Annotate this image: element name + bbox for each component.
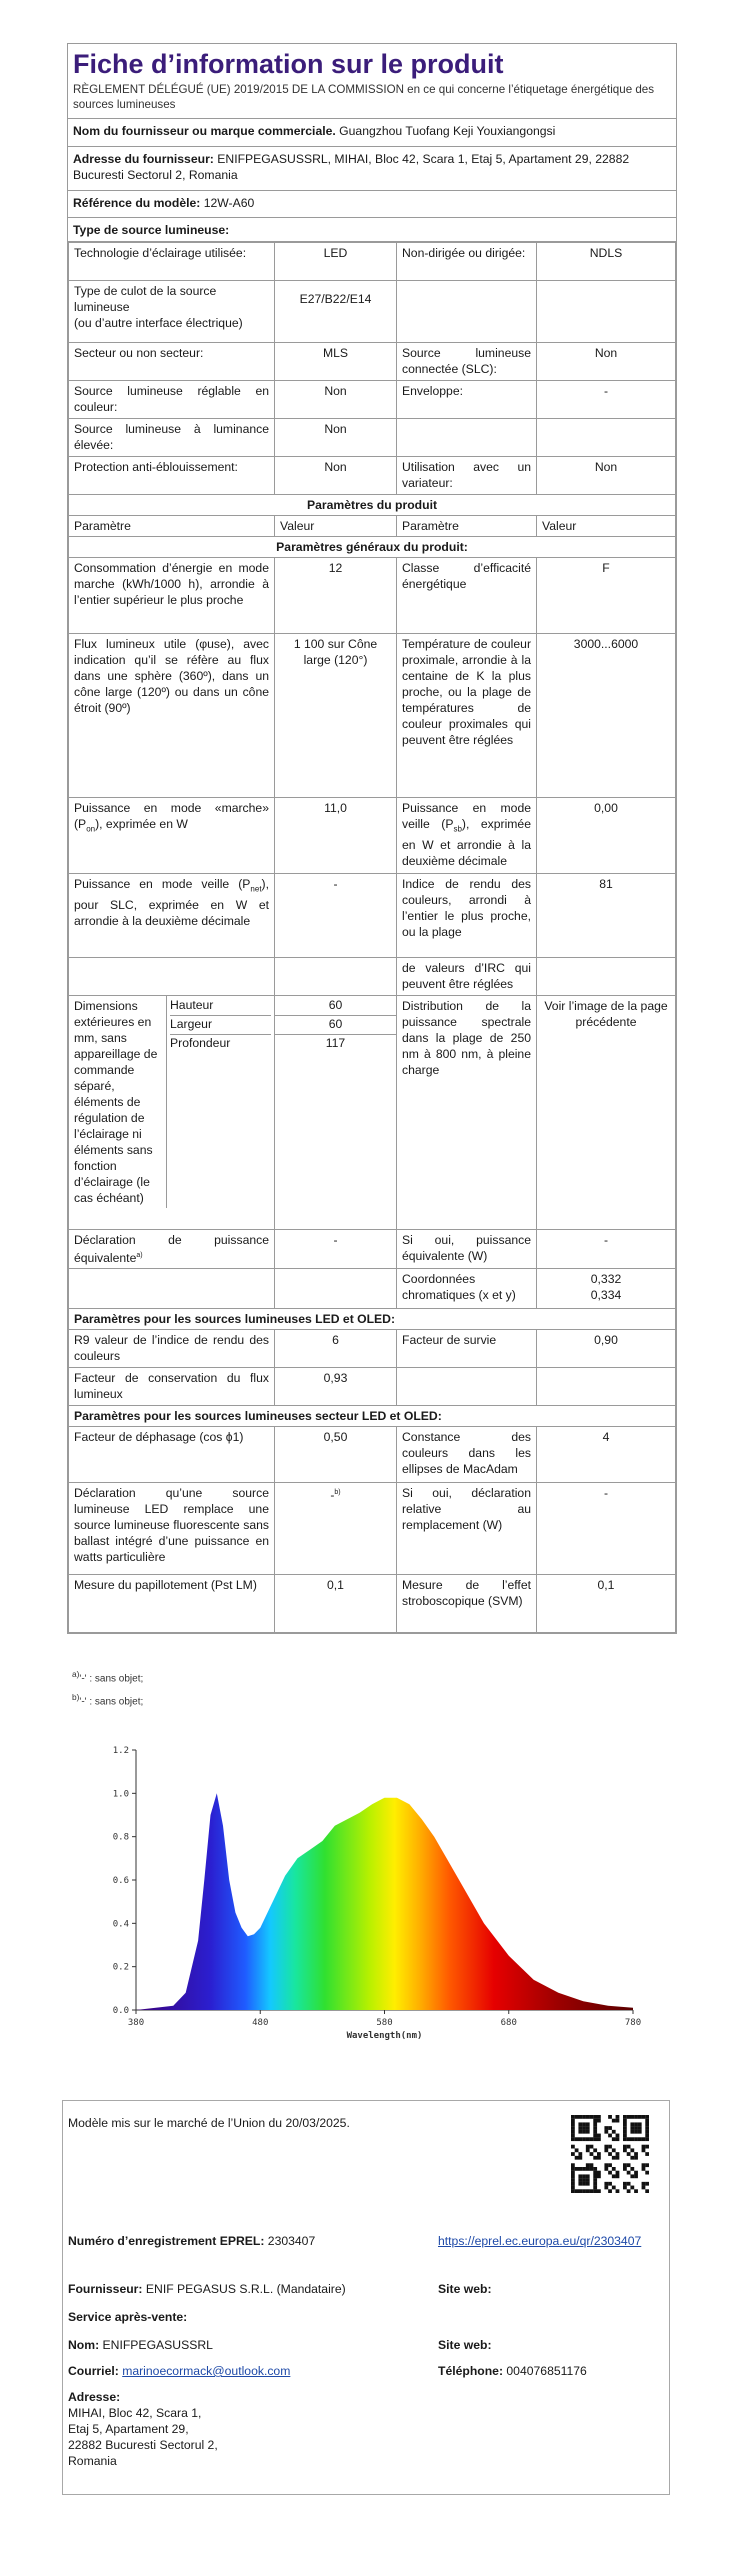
- cap-type-label: [69, 281, 275, 343]
- phone-label: Téléphone:: [438, 2364, 504, 2378]
- standby-power-label: [397, 798, 537, 874]
- networked-standby-sub: net: [250, 884, 262, 894]
- flicker-label: Mesure du papillotement (Pst LM): [69, 1575, 275, 1633]
- column-header-parameter-2: Paramètre: [397, 516, 537, 537]
- x-tick-label: 380: [127, 2018, 145, 2028]
- useful-flux-value: 1 100 sur Cône large (120°): [275, 634, 397, 798]
- envelope-label: Enveloppe:: [397, 381, 537, 419]
- table-row: [69, 1269, 676, 1309]
- registration-label: Numéro d’enregistrement EPREL:: [68, 2234, 265, 2248]
- standby-power-value: 0,00: [537, 798, 676, 874]
- equivalent-watt-value: -: [537, 1230, 676, 1269]
- stroboscopic-label: Mesure de l’effet stroboscopique (SVM): [397, 1575, 537, 1633]
- table-row: [69, 457, 676, 495]
- colour-tuneable-value: Non: [275, 381, 397, 419]
- empty-cell: [537, 419, 676, 457]
- eprel-link[interactable]: https://eprel.ec.europa.eu/qr/2303407: [438, 2234, 642, 2248]
- supplier-line: [68, 2281, 346, 2297]
- chromaticity-label: Coordonnées chromatiques (x et y): [397, 1269, 537, 1309]
- footnote-b-mark: b): [72, 1692, 80, 1703]
- replacement-watt-value: -: [537, 1483, 676, 1575]
- service-name-value: ENIFPEGASUSSRL: [102, 2338, 213, 2352]
- product-parameters-header: Paramètres du produit: [69, 495, 676, 516]
- footnote-b: [72, 1688, 143, 1711]
- cap-type-label-main: Type de culot de la source lumineuse: [74, 284, 217, 314]
- service-name-label: Nom:: [68, 2338, 100, 2352]
- table-row: [69, 281, 676, 343]
- address-line: 22882 Bucuresti Sectorul 2,: [68, 2438, 218, 2452]
- address-block: [68, 2389, 218, 2469]
- table-row: [69, 1309, 676, 1330]
- table-row: [69, 381, 676, 419]
- empty-cell: [397, 281, 537, 343]
- cri-value: 81: [537, 874, 676, 958]
- survival-factor-value: 0,90: [537, 1330, 676, 1368]
- dimension-depth-value: 117: [325, 1036, 346, 1050]
- supplier-address-label: Adresse du fournisseur:: [73, 152, 214, 166]
- after-sales-label: Service après-vente:: [68, 2310, 188, 2324]
- service-name-line: [68, 2337, 213, 2353]
- email-label: Courriel:: [68, 2364, 119, 2378]
- standby-power-label-b: ), exprimée en W et arrondie à la deuxième décimale: [402, 817, 531, 869]
- envelope-value: -: [537, 381, 676, 419]
- sheet-title: Fiche d’information sur le produit: [73, 49, 504, 79]
- connected-source-value: Non: [537, 343, 676, 381]
- table-row: [69, 419, 676, 457]
- supplier-name-label: Nom du fournisseur ou marque commerciale.: [73, 124, 336, 138]
- on-mode-power-label-a: Puissance en mode «marche» (P: [74, 801, 269, 831]
- footnote-b-text: '-' : sans objet;: [79, 1696, 144, 1708]
- led-replacement-value: [275, 1483, 397, 1575]
- equivalent-watt-label: Si oui, puissance équivalente (W): [397, 1230, 537, 1269]
- footnote-a-text: '-' : sans objet;: [79, 1673, 144, 1685]
- table-row: [69, 634, 676, 798]
- energy-consumption-value: 12: [275, 558, 397, 634]
- supplier-address-value: ENIFPEGASUSSRL, MIHAI, Bloc 42, Scara 1, Etaj 5, Apartament 29, 22882 Bucuresti Sectorul 2, Romania: [73, 152, 630, 182]
- directional-label: Non-dirigée ou dirigée:: [397, 243, 537, 281]
- spectral-distribution-value: Voir l’image de la page précédente: [537, 996, 676, 1230]
- empty-cell: [275, 1269, 397, 1309]
- empty-cell: [537, 281, 676, 343]
- general-parameters-header: Paramètres généraux du produit:: [69, 537, 676, 558]
- table-row: [69, 243, 676, 281]
- column-header-parameter: Paramètre: [69, 516, 275, 537]
- dimmer-label: Utilisation avec un variateur:: [397, 457, 537, 495]
- dimension-height-label: Hauteur: [170, 997, 271, 1016]
- footnotes: [72, 1665, 143, 1712]
- column-header-value: Valeur: [275, 516, 397, 537]
- empty-cell: [397, 419, 537, 457]
- eprel-supplier-value: ENIF PEGASUS S.R.L. (Mandataire): [145, 2282, 346, 2296]
- light-source-type-header: Type de source lumineuse:: [68, 218, 676, 242]
- equivalent-power-label: [69, 1230, 275, 1269]
- dimension-values: [275, 996, 397, 1230]
- chromaticity-x: 0,332: [590, 1272, 622, 1287]
- model-reference-label: Référence du modèle:: [73, 196, 201, 210]
- cap-type-label-note: (ou d’autre interface électrique): [74, 316, 243, 330]
- technology-value: LED: [275, 243, 397, 281]
- macadam-label: Constance des couleurs dans les ellipses de MacAdam: [397, 1427, 537, 1483]
- colour-temperature-label: Température de couleur proximale, arrondie à la centaine de K la plus proche, ou la plage de températures de couleur proximales qui peuvent être réglées: [397, 634, 537, 798]
- connected-source-label: Source lumineuse connectée (SLC):: [397, 343, 537, 381]
- on-mode-power-value: 11,0: [275, 798, 397, 874]
- lumen-maintenance-label: Facteur de conservation du flux lumineux: [69, 1368, 275, 1406]
- cri-label: Indice de rendu des couleurs, arrondi à l’entier le plus proche, ou la plage: [397, 874, 537, 958]
- eprel-info-box: [62, 2100, 670, 2495]
- address-line: Romania: [68, 2454, 117, 2468]
- light-source-type-table: [68, 242, 676, 1633]
- on-mode-power-label-b: ), exprimée en W: [95, 817, 188, 831]
- table-row: [69, 1483, 676, 1575]
- x-tick-label: 580: [376, 2018, 393, 2028]
- empty-cell: [275, 958, 397, 996]
- address-line: Etaj 5, Apartament 29,: [68, 2422, 189, 2436]
- power-factor-value: 0,50: [275, 1427, 397, 1483]
- empty-cell: [397, 1368, 537, 1406]
- qr-code-icon: [571, 2115, 649, 2193]
- regulation-subtitle: RÈGLEMENT DÉLÉGUÉ (UE) 2019/2015 DE LA COMMISSION en ce qui concerne l’étiquetage énergétique des sources lumineuses: [73, 83, 655, 111]
- flicker-value: 0,1: [275, 1575, 397, 1633]
- standby-power-label-a: Puissance en mode veille (P: [402, 801, 531, 831]
- colour-tuneable-label: Source lumineuse réglable en couleur:: [69, 381, 275, 419]
- table-row: [69, 1230, 676, 1269]
- mains-value: MLS: [275, 343, 397, 381]
- model-reference-value: 12W-A60: [203, 196, 255, 210]
- networked-standby-label-a: Puissance en mode veille (P: [74, 877, 251, 891]
- market-date-text: Modèle mis sur le marché de l’Union du 20/03/2025.: [68, 2116, 350, 2130]
- eprel-address-label: Adresse:: [68, 2390, 121, 2404]
- survival-factor-label: Facteur de survie: [397, 1330, 537, 1368]
- phone-value: 004076851176: [506, 2364, 587, 2378]
- sheet-header: [68, 44, 676, 119]
- table-row: [69, 1406, 676, 1427]
- chromaticity-values: [537, 1269, 676, 1309]
- dimmer-value: Non: [537, 457, 676, 495]
- useful-flux-label: Flux lumineux utile (φuse), avec indication qu’il se réfère au flux dans une sphère (360º), dans un cône large (120º) ou dans un cône étroit (90º): [69, 634, 275, 798]
- product-information-sheet: [67, 43, 677, 1634]
- networked-standby-label-b: ), pour SLC, exprimée en W et arrondie à la deuxième décimale: [74, 877, 269, 929]
- website-label-2: Site web:: [438, 2338, 492, 2352]
- table-row: [69, 1427, 676, 1483]
- chromaticity-y: 0,334: [590, 1288, 622, 1303]
- table-row: [69, 537, 676, 558]
- plot-area: [113, 1746, 641, 2028]
- dimension-height-value: 60: [275, 997, 396, 1016]
- table-row: [69, 958, 676, 996]
- standby-power-sub: sb: [453, 824, 462, 834]
- footnote-a: [72, 1665, 143, 1688]
- directional-value: NDLS: [537, 243, 676, 281]
- empty-cell: [537, 958, 676, 996]
- registration-number: 2303407: [267, 2234, 316, 2248]
- phone-line: [438, 2363, 587, 2379]
- dimension-width-label: Largeur: [170, 1016, 271, 1035]
- column-header-value-2: Valeur: [537, 516, 676, 537]
- mains-label: Secteur ou non secteur:: [69, 343, 275, 381]
- anti-glare-value: Non: [275, 457, 397, 495]
- table-row: [69, 495, 676, 516]
- efficiency-class-value: F: [537, 558, 676, 634]
- colour-temperature-value: 3000...6000: [537, 634, 676, 798]
- table-row: [69, 1330, 676, 1368]
- anti-glare-label: Protection anti-éblouissement:: [69, 457, 275, 495]
- stroboscopic-value: 0,1: [537, 1575, 676, 1633]
- x-tick-label: 780: [624, 2018, 642, 2028]
- empty-cell: [537, 1368, 676, 1406]
- x-tick-label: 680: [500, 2018, 517, 2028]
- led-parameters-header: Paramètres pour les sources lumineuses LED et OLED:: [69, 1309, 676, 1330]
- email-link[interactable]: marinoecormack@outlook.com: [122, 2364, 291, 2378]
- led-replacement-dash: -: [330, 1488, 335, 1503]
- model-reference-row: [68, 191, 676, 218]
- replacement-watt-label: Si oui, déclaration relative au remplacement (W): [397, 1483, 537, 1575]
- spectral-power-chart: [88, 1740, 658, 2050]
- mains-led-parameters-header: Paramètres pour les sources lumineuses secteur LED et OLED:: [69, 1406, 676, 1427]
- cri-label-continued: de valeurs d’IRC qui peuvent être réglées: [397, 958, 537, 996]
- table-row: [69, 874, 676, 958]
- high-luminance-label: Source lumineuse à luminance élevée:: [69, 419, 275, 457]
- table-row: [69, 1575, 676, 1633]
- table-row: [69, 996, 676, 1230]
- equivalent-power-value: -: [275, 1230, 397, 1269]
- r9-label: R9 valeur de l’indice de rendu des couleurs: [69, 1330, 275, 1368]
- y-tick-label: 0.4: [112, 1919, 129, 1930]
- led-replacement-label: Déclaration qu’une source lumineuse LED remplace une source lumineuse fluorescente sans ballast intégré d’une puissance en watts particulière: [69, 1483, 275, 1575]
- technology-label: Technologie d’éclairage utilisée:: [69, 243, 275, 281]
- footnote-b-ref: b): [334, 1489, 341, 1497]
- dimensions-label: Dimensions extérieures en mm, sans appareillage de commande séparé, éléments de régulation de l’éclairage ni éléments sans fonction d’éclairage (le cas échéant): [69, 996, 167, 1208]
- y-tick-label: 0.2: [112, 1962, 129, 1973]
- address-line: MIHAI, Bloc 42, Scara 1,: [68, 2406, 202, 2420]
- cap-type-value: E27/B22/E14: [275, 281, 397, 343]
- y-tick-label: 1.2: [112, 1746, 129, 1756]
- supplier-name-value: Guangzhou Tuofang Keji Youxiangongsi: [339, 124, 556, 138]
- table-row: [69, 558, 676, 634]
- website-label: Site web:: [438, 2282, 492, 2296]
- networked-standby-value: -: [275, 874, 397, 958]
- email-line: [68, 2363, 290, 2379]
- r9-value: 6: [275, 1330, 397, 1368]
- dimension-width-value: 60: [275, 1016, 396, 1035]
- high-luminance-value: Non: [275, 419, 397, 457]
- dimensions-cell: [69, 996, 275, 1230]
- footnote-a-mark: a): [72, 1669, 80, 1679]
- spectrum-area: [136, 1793, 633, 2010]
- eprel-supplier-label: Fournisseur:: [68, 2282, 143, 2296]
- energy-consumption-label: Consommation d’énergie en mode marche (kWh/1000 h), arrondie à l’entier supérieur le plus proche: [69, 558, 275, 634]
- macadam-value: 4: [537, 1427, 676, 1483]
- table-row: [69, 343, 676, 381]
- y-tick-label: 1.0: [112, 1789, 129, 1800]
- empty-cell: [69, 1269, 275, 1309]
- networked-standby-label: [69, 874, 275, 958]
- x-tick-label: 480: [252, 2018, 269, 2028]
- dimension-depth-label: Profondeur: [170, 1036, 231, 1050]
- on-mode-power-sub: on: [86, 824, 96, 834]
- supplier-address-row: [68, 147, 676, 191]
- table-row: [69, 798, 676, 874]
- y-tick-label: 0.8: [112, 1832, 129, 1843]
- x-axis-label: Wavelength(nm): [346, 2031, 423, 2041]
- y-tick-label: 0.6: [112, 1876, 129, 1886]
- spectral-distribution-label: Distribution de la puissance spectrale dans la plage de 250 nm à 800 nm, à pleine charge: [397, 996, 537, 1230]
- supplier-name-row: [68, 119, 676, 147]
- equivalent-power-text: Déclaration de puissance équivalente: [74, 1233, 269, 1266]
- empty-cell: [69, 958, 275, 996]
- y-tick-label: 0.0: [112, 2006, 129, 2016]
- on-mode-power-label: [69, 798, 275, 874]
- power-factor-label: Facteur de déphasage (cos ϕ1): [69, 1427, 275, 1483]
- table-row: [69, 516, 676, 537]
- dimension-names: [167, 996, 274, 1208]
- footnote-a-ref: a): [136, 1252, 143, 1259]
- efficiency-class-label: Classe d’efficacité énergétique: [397, 558, 537, 634]
- eprel-registration: [68, 2233, 315, 2249]
- lumen-maintenance-value: 0,93: [275, 1368, 397, 1406]
- table-row: [69, 1368, 676, 1406]
